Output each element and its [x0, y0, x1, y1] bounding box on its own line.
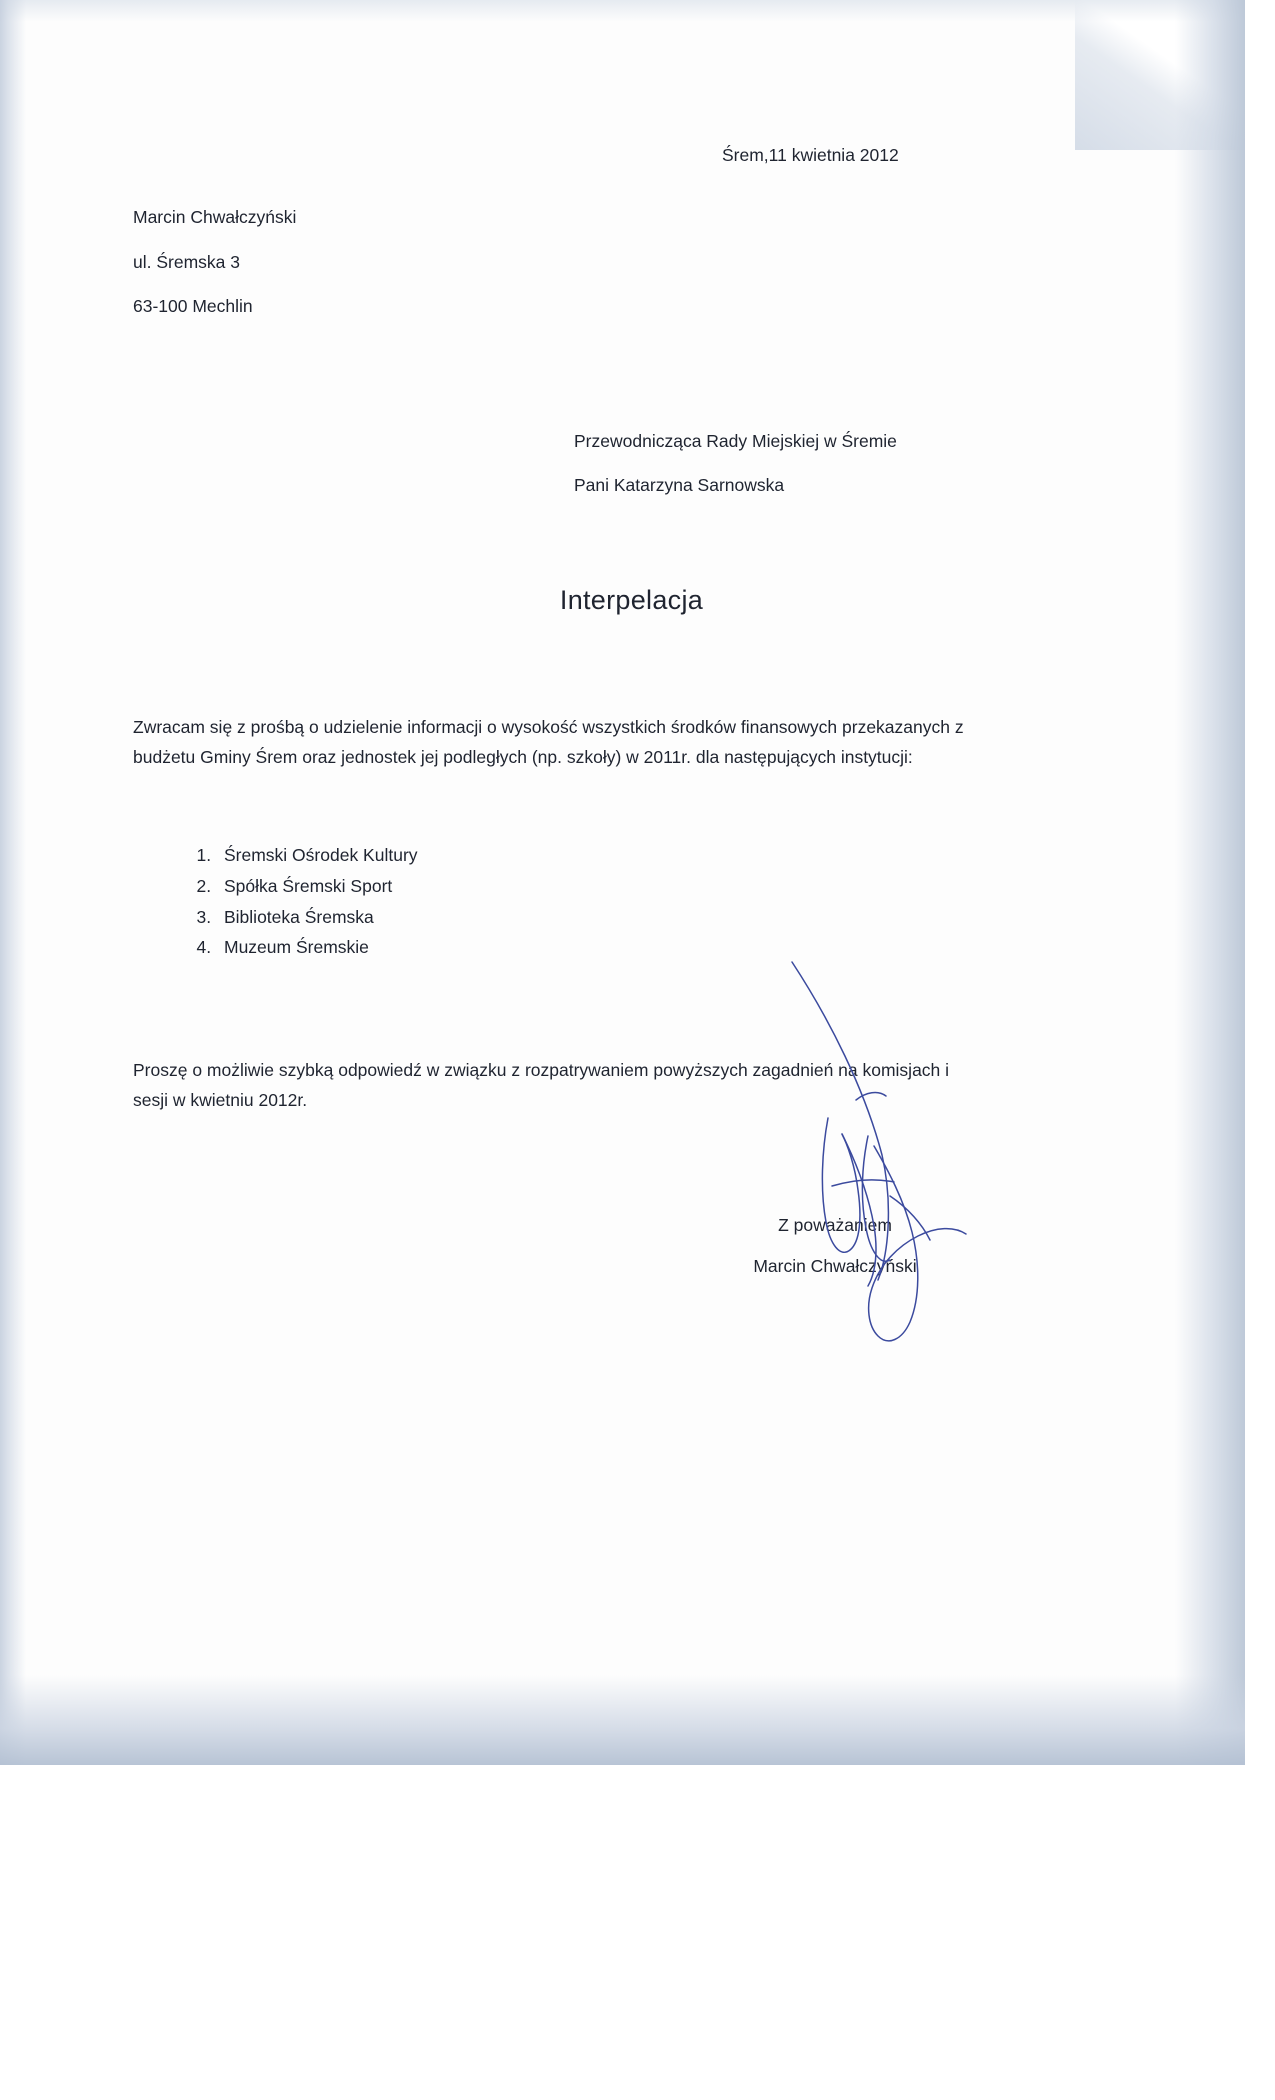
signoff-block: [660, 1205, 1010, 1287]
recipient-address-block: [574, 420, 897, 508]
recipient-title: Przewodnicząca Rady Miejskiej w Śremie: [574, 431, 897, 451]
document-title-text: Interpelacja: [559, 585, 704, 615]
document-title: [0, 585, 1245, 616]
recipient-name: Pani Katarzyna Sarnowska: [574, 474, 785, 495]
scan-edge-shadow-bottom: [0, 1675, 1245, 1765]
closing-paragraph: Proszę o możliwie szybką odpowiedź w związku z rozpatrywaniem powyższych zagadnień na komisjach i sesji w kwietniu 2012r.: [133, 1060, 950, 1111]
list-item: 2. Spółka Śremski Sport: [216, 871, 418, 902]
sender-name: Marcin Chwałczyński: [133, 207, 297, 227]
scan-edge-shadow-top: [0, 0, 1245, 22]
list-item: 4. Muzeum Śremskie: [216, 932, 418, 963]
scan-corner-shadow: [1075, 0, 1245, 150]
scan-edge-shadow-left: [0, 0, 26, 1765]
sender-street: ul. Śremska 3: [133, 251, 240, 272]
signoff-salutation: Z poważaniem: [778, 1215, 892, 1235]
list-item: 1. Śremski Ośrodek Kultury: [216, 840, 418, 871]
body-paragraph: Zwracam się z prośbą o udzielenie informacji o wysokość wszystkich środków finansowych przekazanych z budżetu Gminy Śrem oraz jednostek jej podległych (np. szkoły) w 2011r. dla następujących instytucji:: [133, 717, 964, 768]
sender-city: 63-100 Mechlin: [133, 296, 253, 317]
handwritten-signature-icon: [770, 950, 1010, 1370]
signoff-name: Marcin Chwałczyński: [753, 1256, 917, 1277]
document-date: Śrem,11 kwietnia 2012: [722, 145, 899, 165]
scan-edge-shadow-right: [1175, 0, 1245, 1765]
institution-list: [178, 840, 418, 963]
list-item: 3. Biblioteka Śremska: [216, 902, 418, 933]
sender-address-block: [133, 195, 296, 329]
